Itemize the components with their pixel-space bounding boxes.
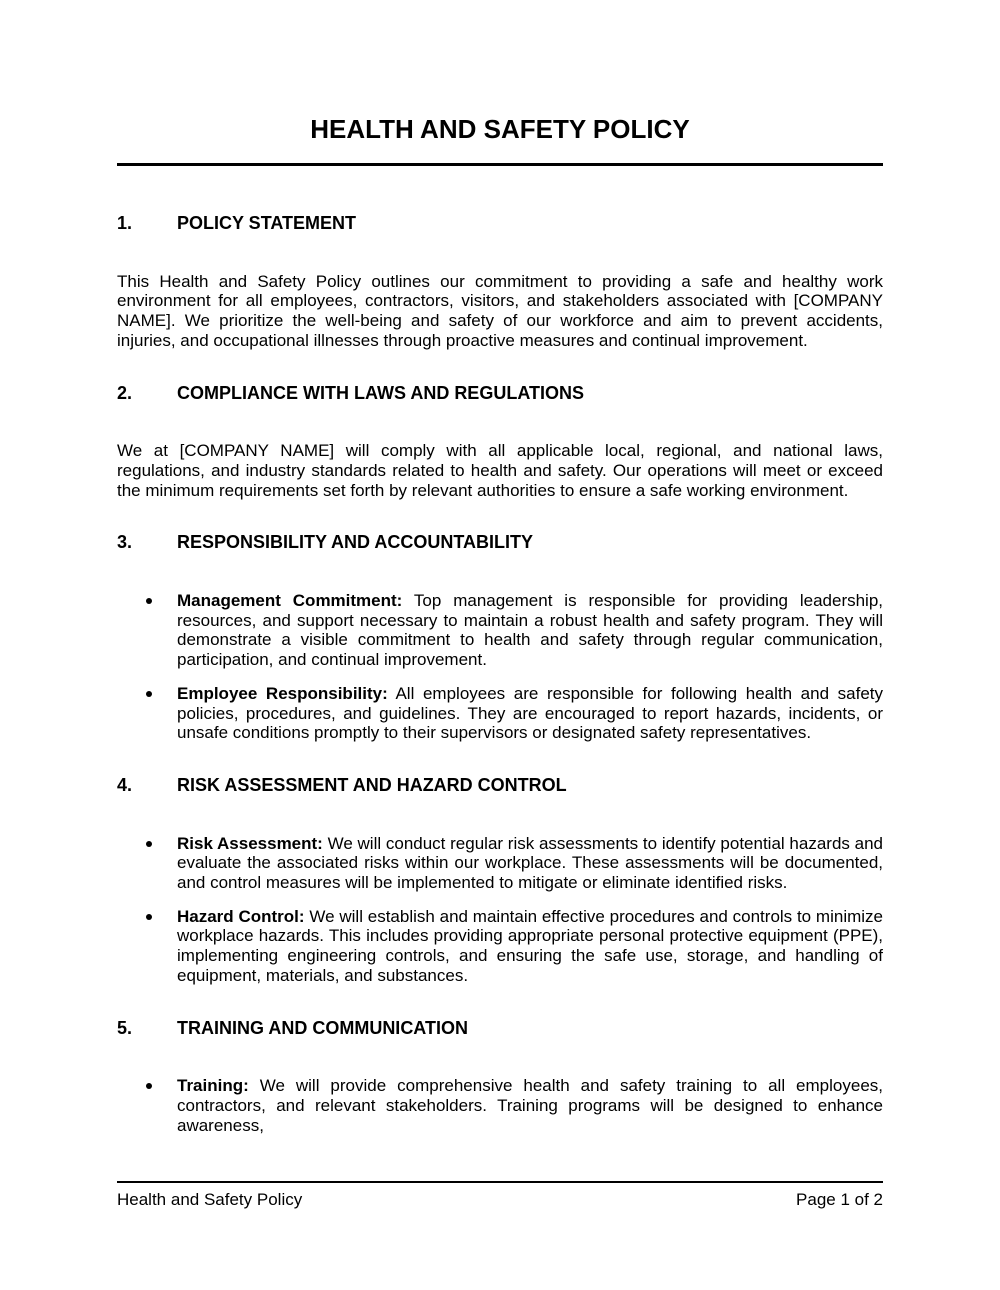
- bullet-list: [117, 591, 883, 743]
- section-responsibility: [117, 533, 883, 743]
- footer-page-number: Page 1 of 2: [796, 1190, 883, 1209]
- bullet-text: We will provide comprehensive health and safety training to all employees, contractors, and relevant stakeholders. Training programs will be designed to enhance awareness,: [177, 1076, 883, 1135]
- bullet-lead: Training:: [177, 1076, 249, 1096]
- bullet-lead: Employee Responsibility:: [177, 683, 388, 703]
- section-heading-text: POLICY STATEMENT: [177, 213, 357, 233]
- section-heading: [117, 214, 883, 234]
- section-number: 5.: [117, 1017, 133, 1038]
- section-heading: [117, 533, 883, 553]
- bullet-icon: [146, 914, 152, 920]
- bullet-list: [117, 1076, 883, 1135]
- document-page: [117, 0, 883, 1135]
- section-heading: [117, 384, 883, 404]
- bullet-text: Top management is responsible for providing leadership, resources, and support necessary to maintain a robust health and safety program. They will demonstrate a visible commitment to health and safety through regular communication, participation, and continual improvement.: [177, 591, 884, 670]
- footer-rule: [117, 1181, 883, 1183]
- bullet-icon: [146, 1083, 152, 1089]
- bullet-text: All employees are responsible for following health and safety policies, procedures, and guidelines. They are encouraged to report hazards, incidents, or unsafe conditions promptly to their supervisors or designated safety representatives.: [177, 683, 883, 743]
- bullet-icon: [146, 841, 152, 847]
- section-heading: [117, 1019, 883, 1039]
- section-training: [117, 1019, 883, 1136]
- bullet-item: [177, 1076, 883, 1135]
- section-heading-text: RISK ASSESSMENT AND HAZARD CONTROL: [177, 774, 567, 795]
- document-title: HEALTH AND SAFETY POLICY: [310, 114, 690, 144]
- bullet-list: [117, 834, 883, 986]
- section-paragraph: We at [COMPANY NAME] will comply with all applicable local, regional, and national laws, regulations, and industry standards related to health and safety. Our operations will meet or exceed the minimum requirements set forth by relevant authorities to ensure a safe working environment.: [117, 441, 883, 500]
- bullet-icon: [146, 691, 152, 697]
- section-heading-text: RESPONSIBILITY AND ACCOUNTABILITY: [177, 532, 534, 553]
- section-paragraph: This Health and Safety Policy outlines our commitment to providing a safe and healthy work environment for all employees, contractors, visitors, and stakeholders associated with [COMPANY NAME]. We prioritize the well-being and safety of our workforce and aim to prevent accidents, injuries, and occupational illnesses through proactive measures and continual improvement.: [117, 271, 883, 350]
- bullet-lead: Management Commitment:: [177, 591, 403, 611]
- section-heading: [117, 776, 883, 796]
- bullet-item: [177, 591, 883, 670]
- section-heading-text: TRAINING AND COMMUNICATION: [177, 1017, 468, 1038]
- section-risk-assessment: [117, 776, 883, 986]
- section-compliance: [117, 384, 883, 501]
- section-number: 1.: [117, 213, 133, 233]
- bullet-item: [177, 684, 883, 743]
- bullet-item: [177, 907, 883, 986]
- bullet-text: We will establish and maintain effective procedures and controls to minimize workplace hazards. This includes providing appropriate personal protective equipment (PPE), implementing engineering controls, and ensuring the safe use, storage, and handling of equipment, materials, and substances.: [177, 906, 883, 985]
- page-footer: [117, 1181, 883, 1210]
- section-number: 3.: [117, 532, 133, 553]
- bullet-item: [177, 834, 883, 893]
- bullet-lead: Hazard Control:: [177, 906, 305, 926]
- bullet-icon: [146, 598, 152, 604]
- title-rule: [117, 163, 883, 166]
- bullet-lead: Risk Assessment:: [177, 833, 323, 853]
- bullet-text: We will conduct regular risk assessments to identify potential hazards and evaluate the associated risks within our workplace. These assessments will be documented, and control measures will be implemented to mitigate or eliminate identified risks.: [177, 833, 883, 893]
- section-policy-statement: [117, 214, 883, 351]
- section-number: 4.: [117, 774, 133, 795]
- section-number: 2.: [117, 382, 133, 403]
- footer-document-name: Health and Safety Policy: [117, 1190, 303, 1209]
- section-heading-text: COMPLIANCE WITH LAWS AND REGULATIONS: [177, 382, 584, 403]
